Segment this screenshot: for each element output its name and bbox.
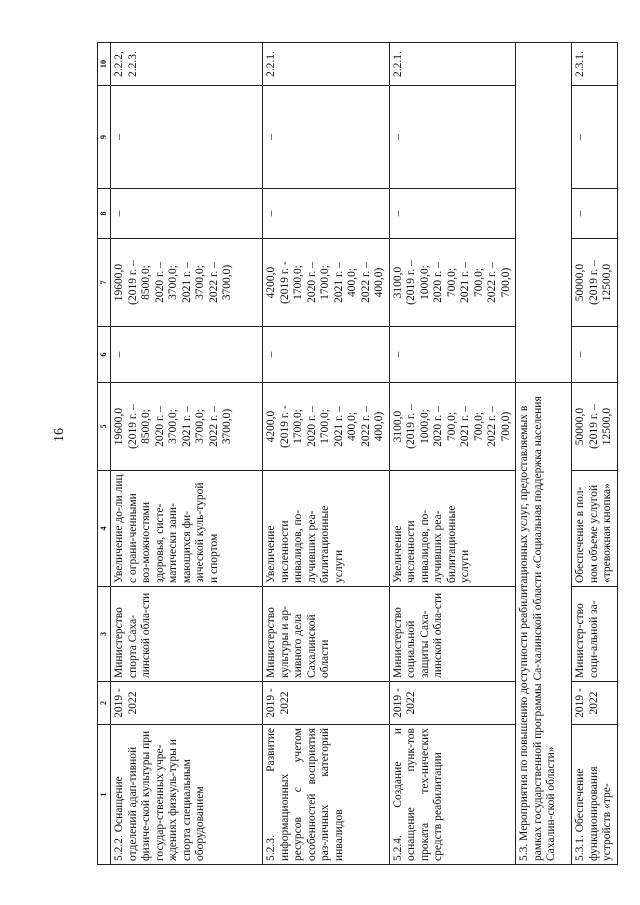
header-cell: 3 xyxy=(98,587,111,682)
header-cell: 6 xyxy=(98,327,111,383)
page-number: 16 xyxy=(52,428,67,442)
header-row xyxy=(98,43,111,865)
federal-cell: – xyxy=(572,327,618,383)
total-cell: 19600,0 (2019 г. – 8500,0; 2020 г. – 3700,0; 2021 г. – 3700,0; 2022 г. – 3700,0) xyxy=(111,383,263,471)
executor-cell: Министер-ство соци-альной за- xyxy=(572,587,618,682)
rotated-table-wrapper xyxy=(97,43,612,865)
period-cell: 2019 - 2022 xyxy=(389,682,516,725)
federal-cell: – xyxy=(389,327,516,383)
total-cell: 50000,0 (2019 г. – 12500,0 xyxy=(572,383,618,471)
header-cell: 7 xyxy=(98,239,111,327)
federal-cell: – xyxy=(263,327,390,383)
period-cell: 2019 - 2022 xyxy=(111,682,263,725)
event-cell: 5.2.4. Создание и оснащение пунк-тов проката тех-нических средств реабилитации xyxy=(389,725,516,865)
indicator-cell: 2.2.1. xyxy=(263,43,390,86)
event-cell: 5.3.1. Обеспечение функционирования устройств «тре- xyxy=(572,725,618,865)
local-cell: – xyxy=(263,189,390,239)
other-cell: – xyxy=(263,86,390,189)
regional-cell: 19600,0 (2019 г. – 8500,0; 2020 г. – 3700,0; 2021 г. – 3700,0; 2022 г. – 3700,0) xyxy=(111,239,263,327)
header-cell: 8 xyxy=(98,189,111,239)
indicator-cell: 2.2.2, 2.2.3. xyxy=(111,43,263,86)
result-cell: Обеспечение в пол-ном объеме услугой «тревожная кнопка» xyxy=(572,471,618,587)
period-cell: 2019 - 2022 xyxy=(572,682,618,725)
data-table xyxy=(97,42,618,865)
event-cell: 5.2.3. Развитие информационных ресурсов с учетом особенностей восприятия раз-личных категорий инвалидов xyxy=(263,725,390,865)
table-row xyxy=(111,43,263,865)
table-row xyxy=(389,43,516,865)
header-cell: 10 xyxy=(98,43,111,86)
period-cell: 2019 - 2022 xyxy=(263,682,390,725)
header-cell: 1 xyxy=(98,725,111,865)
indicator-cell: 2.2.1. xyxy=(389,43,516,86)
section-row xyxy=(516,43,572,865)
executor-cell: Министерство социальной защиты Саха-линской обла-сти xyxy=(389,587,516,682)
table-row xyxy=(572,43,618,865)
header-cell: 2 xyxy=(98,682,111,725)
event-cell: 5.2.2. Оснащение отделений адап-тивной физиче-ской культуры при государ-ственных учре-ждениях физкуль-туры и спорта специальным оборудованием xyxy=(111,725,263,865)
result-cell: Увеличение до-ли лиц с ограни-ченными воз-можностями здоровья, систе-матически зани-мающихся фи-зической куль-турой и спортом xyxy=(111,471,263,587)
other-cell: – xyxy=(111,86,263,189)
regional-cell: 3100,0 (2019 г. – 1000,0; 2020 г. – 700,0; 2021 г. – 700,0; 2022 г. – 700,0) xyxy=(389,239,516,327)
local-cell: – xyxy=(389,189,516,239)
header-cell: 9 xyxy=(98,86,111,189)
total-cell: 4200,0 (2019 г. - 1700,0; 2020 г. – 1700,0; 2021 г. – 400,0; 2022 г. – 400,0) xyxy=(263,383,390,471)
other-cell: – xyxy=(572,86,618,189)
executor-cell: Министерство культуры и ар-хивного дела Сахалинской области xyxy=(263,587,390,682)
result-cell: Увеличение численности инвалидов, по-лучивших реа-билитационные услуги xyxy=(389,471,516,587)
executor-cell: Министерство спорта Саха-линской обла-сти xyxy=(111,587,263,682)
section-empty xyxy=(516,43,572,383)
table-row xyxy=(263,43,390,865)
regional-cell: 50000,0 (2019 г. – 12500,0 xyxy=(572,239,618,327)
regional-cell: 4200,0 (2019 г. - 1700,0; 2020 г. – 1700,0; 2021 г. – 400,0; 2022 г. – 400,0) xyxy=(263,239,390,327)
federal-cell: – xyxy=(111,327,263,383)
local-cell: – xyxy=(572,189,618,239)
result-cell: Увеличение численности инвалидов, по-лучивших реа-билитационные услуги xyxy=(263,471,390,587)
section-heading: 5.3. Мероприятия по повышению доступности реабилитационных услуг, предоставляемых в рамках государственной программы Са-халинской области «Социальная поддержка населения Сахалин-ской области» xyxy=(516,383,572,865)
header-cell: 4 xyxy=(98,471,111,587)
total-cell: 3100,0 (2019 г. – 1000,0; 2020 г. – 700,0; 2021 г. – 700,0; 2022 г. – 700,0) xyxy=(389,383,516,471)
local-cell: – xyxy=(111,189,263,239)
header-cell: 5 xyxy=(98,383,111,471)
other-cell: – xyxy=(389,86,516,189)
indicator-cell: 2.3.1. xyxy=(572,43,618,86)
